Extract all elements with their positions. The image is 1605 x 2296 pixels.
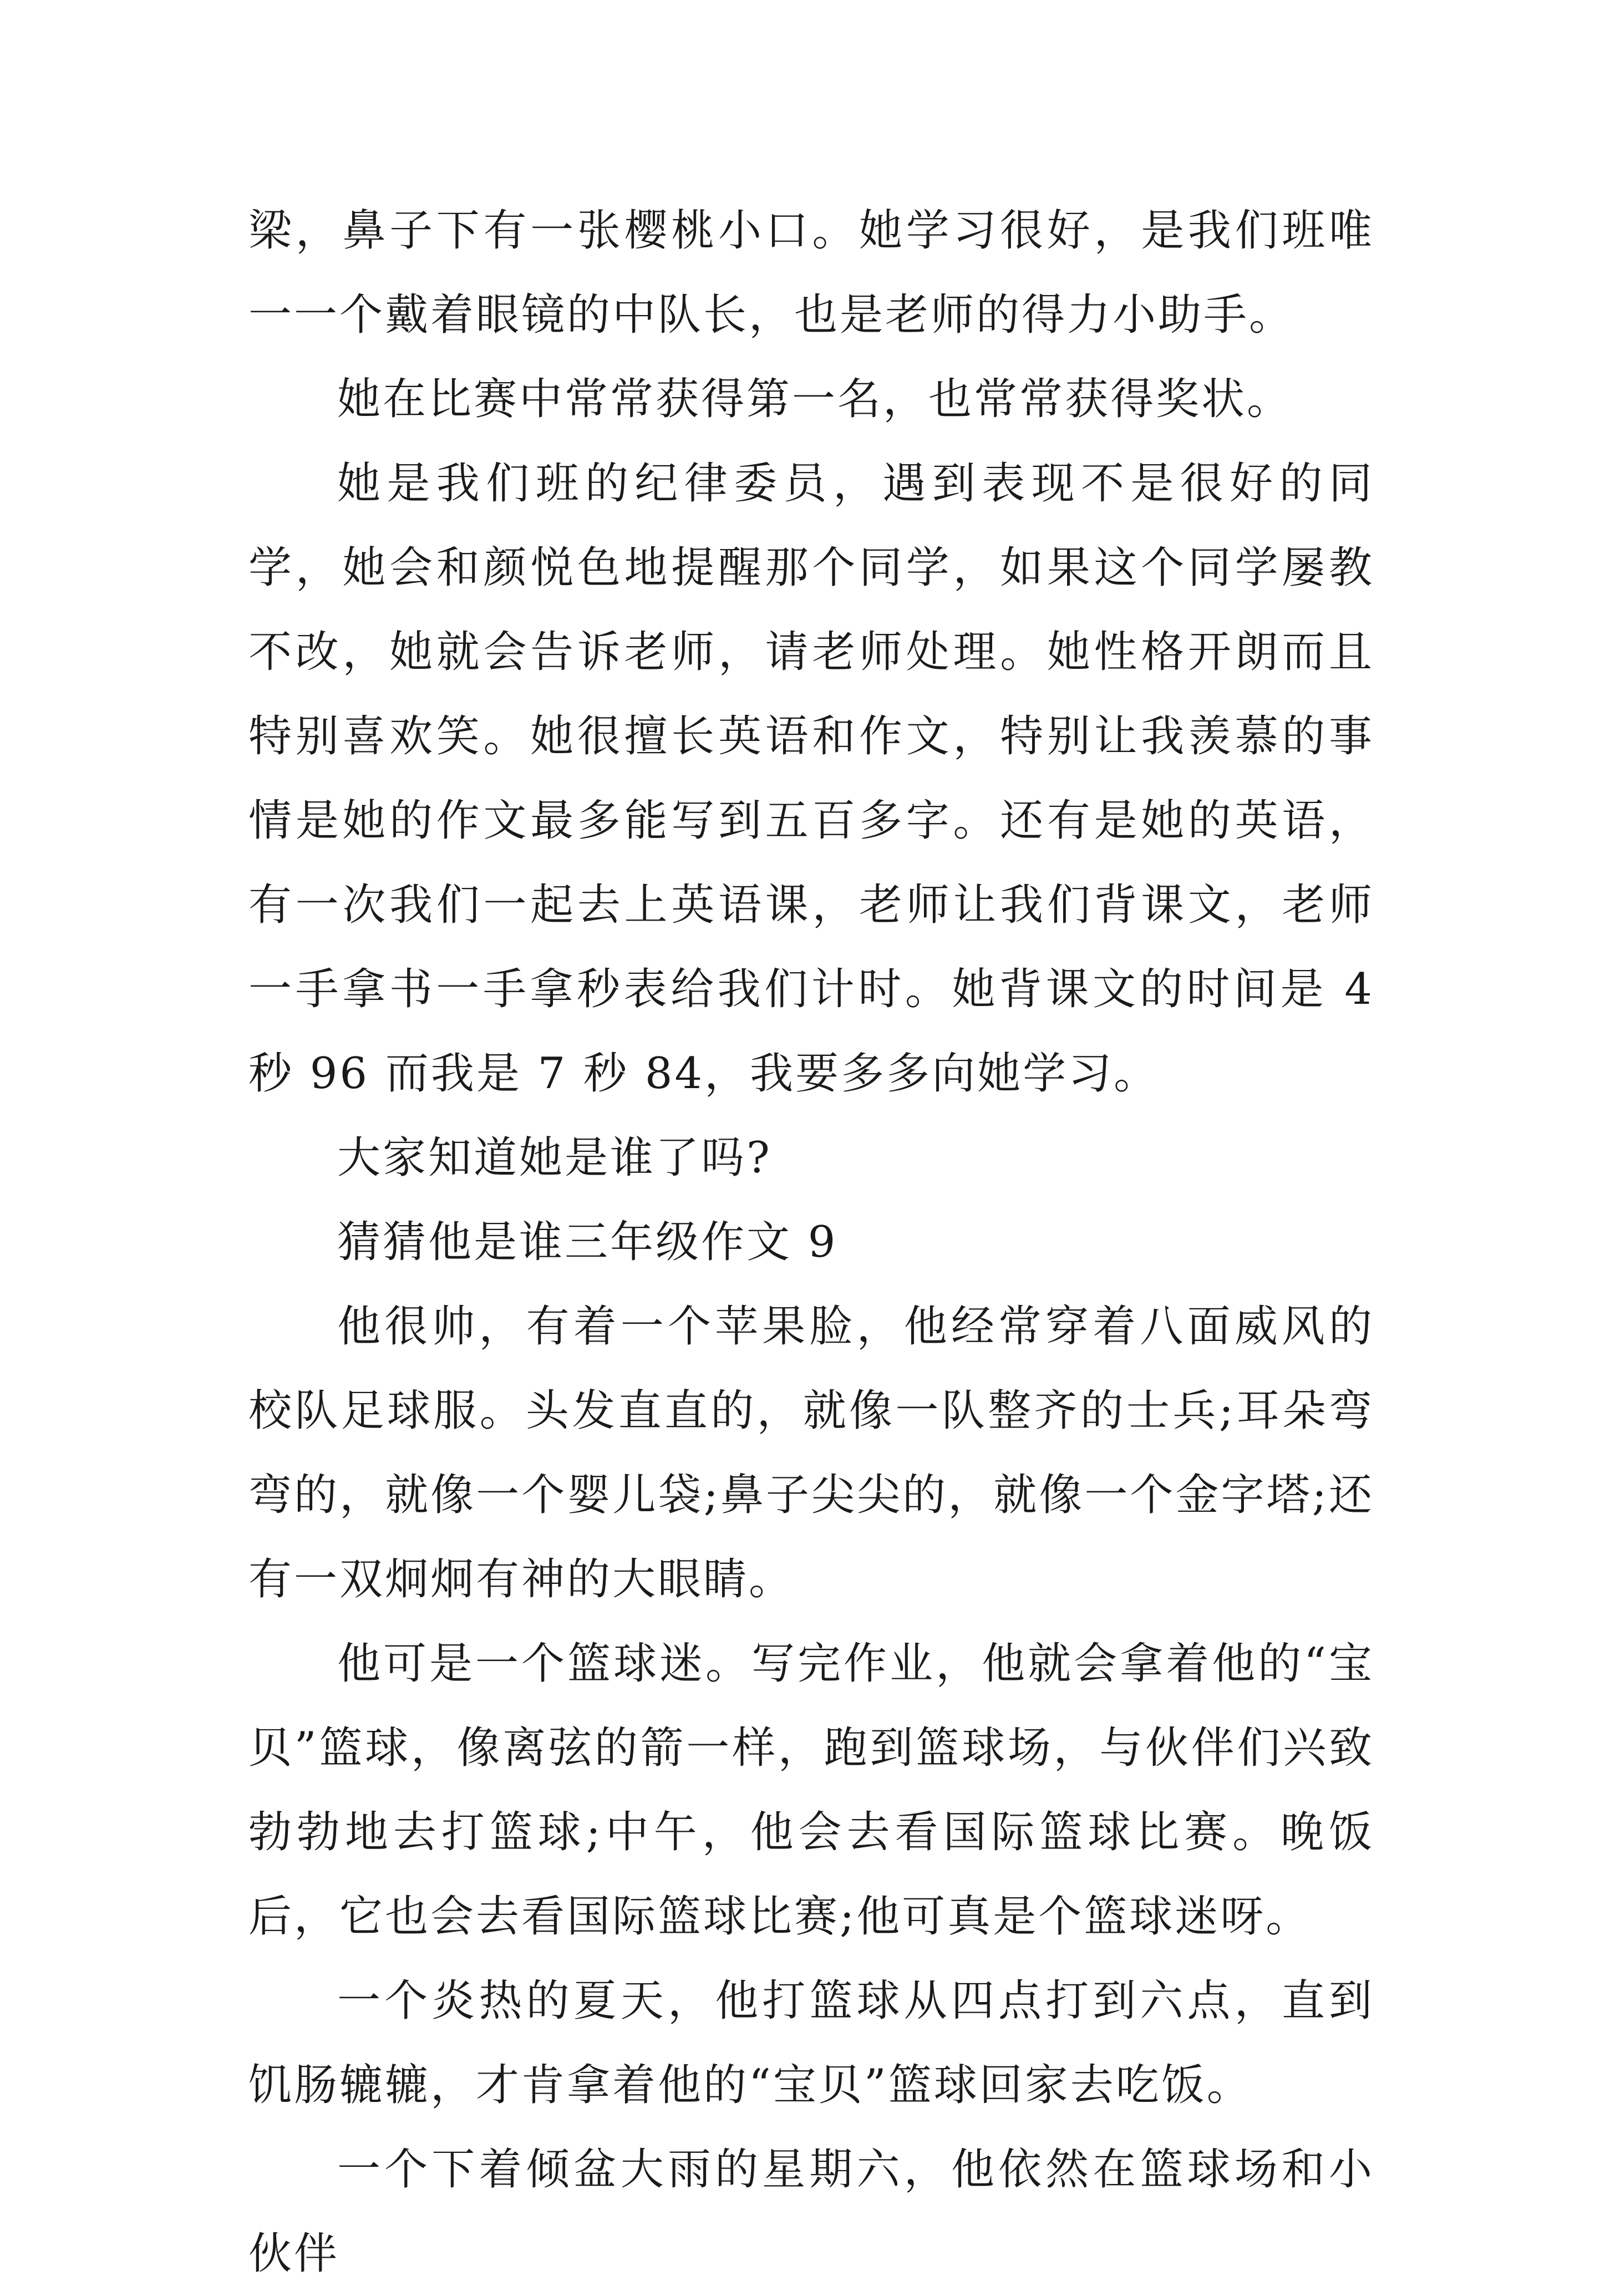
- paragraph: 他可是一个篮球迷。写完作业，他就会拿着他的“宝贝”篮球，像离弦的箭一样，跑到篮球场，与伙伴们兴致勃勃地去打篮球;中午，他会去看国际篮球比赛。晚饭后，它也会去看国际篮球比赛;他可真是个篮球迷呀。: [248, 1639, 1374, 1942]
- paragraph: 一个下着倾盆大雨的星期六，他依然在篮球场和小伙伴: [248, 2145, 1374, 2279]
- body-text: [248, 189, 1374, 2296]
- paragraph: 她是我们班的纪律委员，遇到表现不是很好的同学，她会和颜悦色地提醒那个同学，如果这个同学屡教不改，她就会告诉老师，请老师处理。她性格开朗而且特别喜欢笑。她很擅长英语和作文，特别让我羡慕的事情是她的作文最多能写到五百多字。还有是她的英语，有一次我们一起去上英语课，老师让我们背课文，老师一手拿书一手拿秒表给我们计时。她背课文的时间是 4 秒 96 而我是 7 秒 84，我要多多向她学习。: [248, 459, 1374, 1099]
- paragraph: 她在比赛中常常获得第一名，也常常获得奖状。: [337, 374, 1293, 424]
- paragraph: 梁，鼻子下有一张樱桃小口。她学习很好，是我们班唯一一个戴着眼镜的中队长，也是老师的得力小助手。: [248, 206, 1374, 340]
- paragraph: 他很帅，有着一个苹果脸，他经常穿着八面威风的校队足球服。头发直直的，就像一队整齐的士兵;耳朵弯弯的，就像一个婴儿袋;鼻子尖尖的，就像一个金字塔;还有一双炯炯有神的大眼睛。: [248, 1302, 1374, 1604]
- section-heading: 猜猜他是谁三年级作文 9: [337, 1217, 838, 1267]
- paragraph: 大家知道她是谁了吗?: [337, 1133, 772, 1183]
- paragraph: 一个炎热的夏天，他打篮球从四点打到六点，直到饥肠辘辘，才肯拿着他的“宝贝”篮球回家去吃饭。: [248, 1976, 1374, 2110]
